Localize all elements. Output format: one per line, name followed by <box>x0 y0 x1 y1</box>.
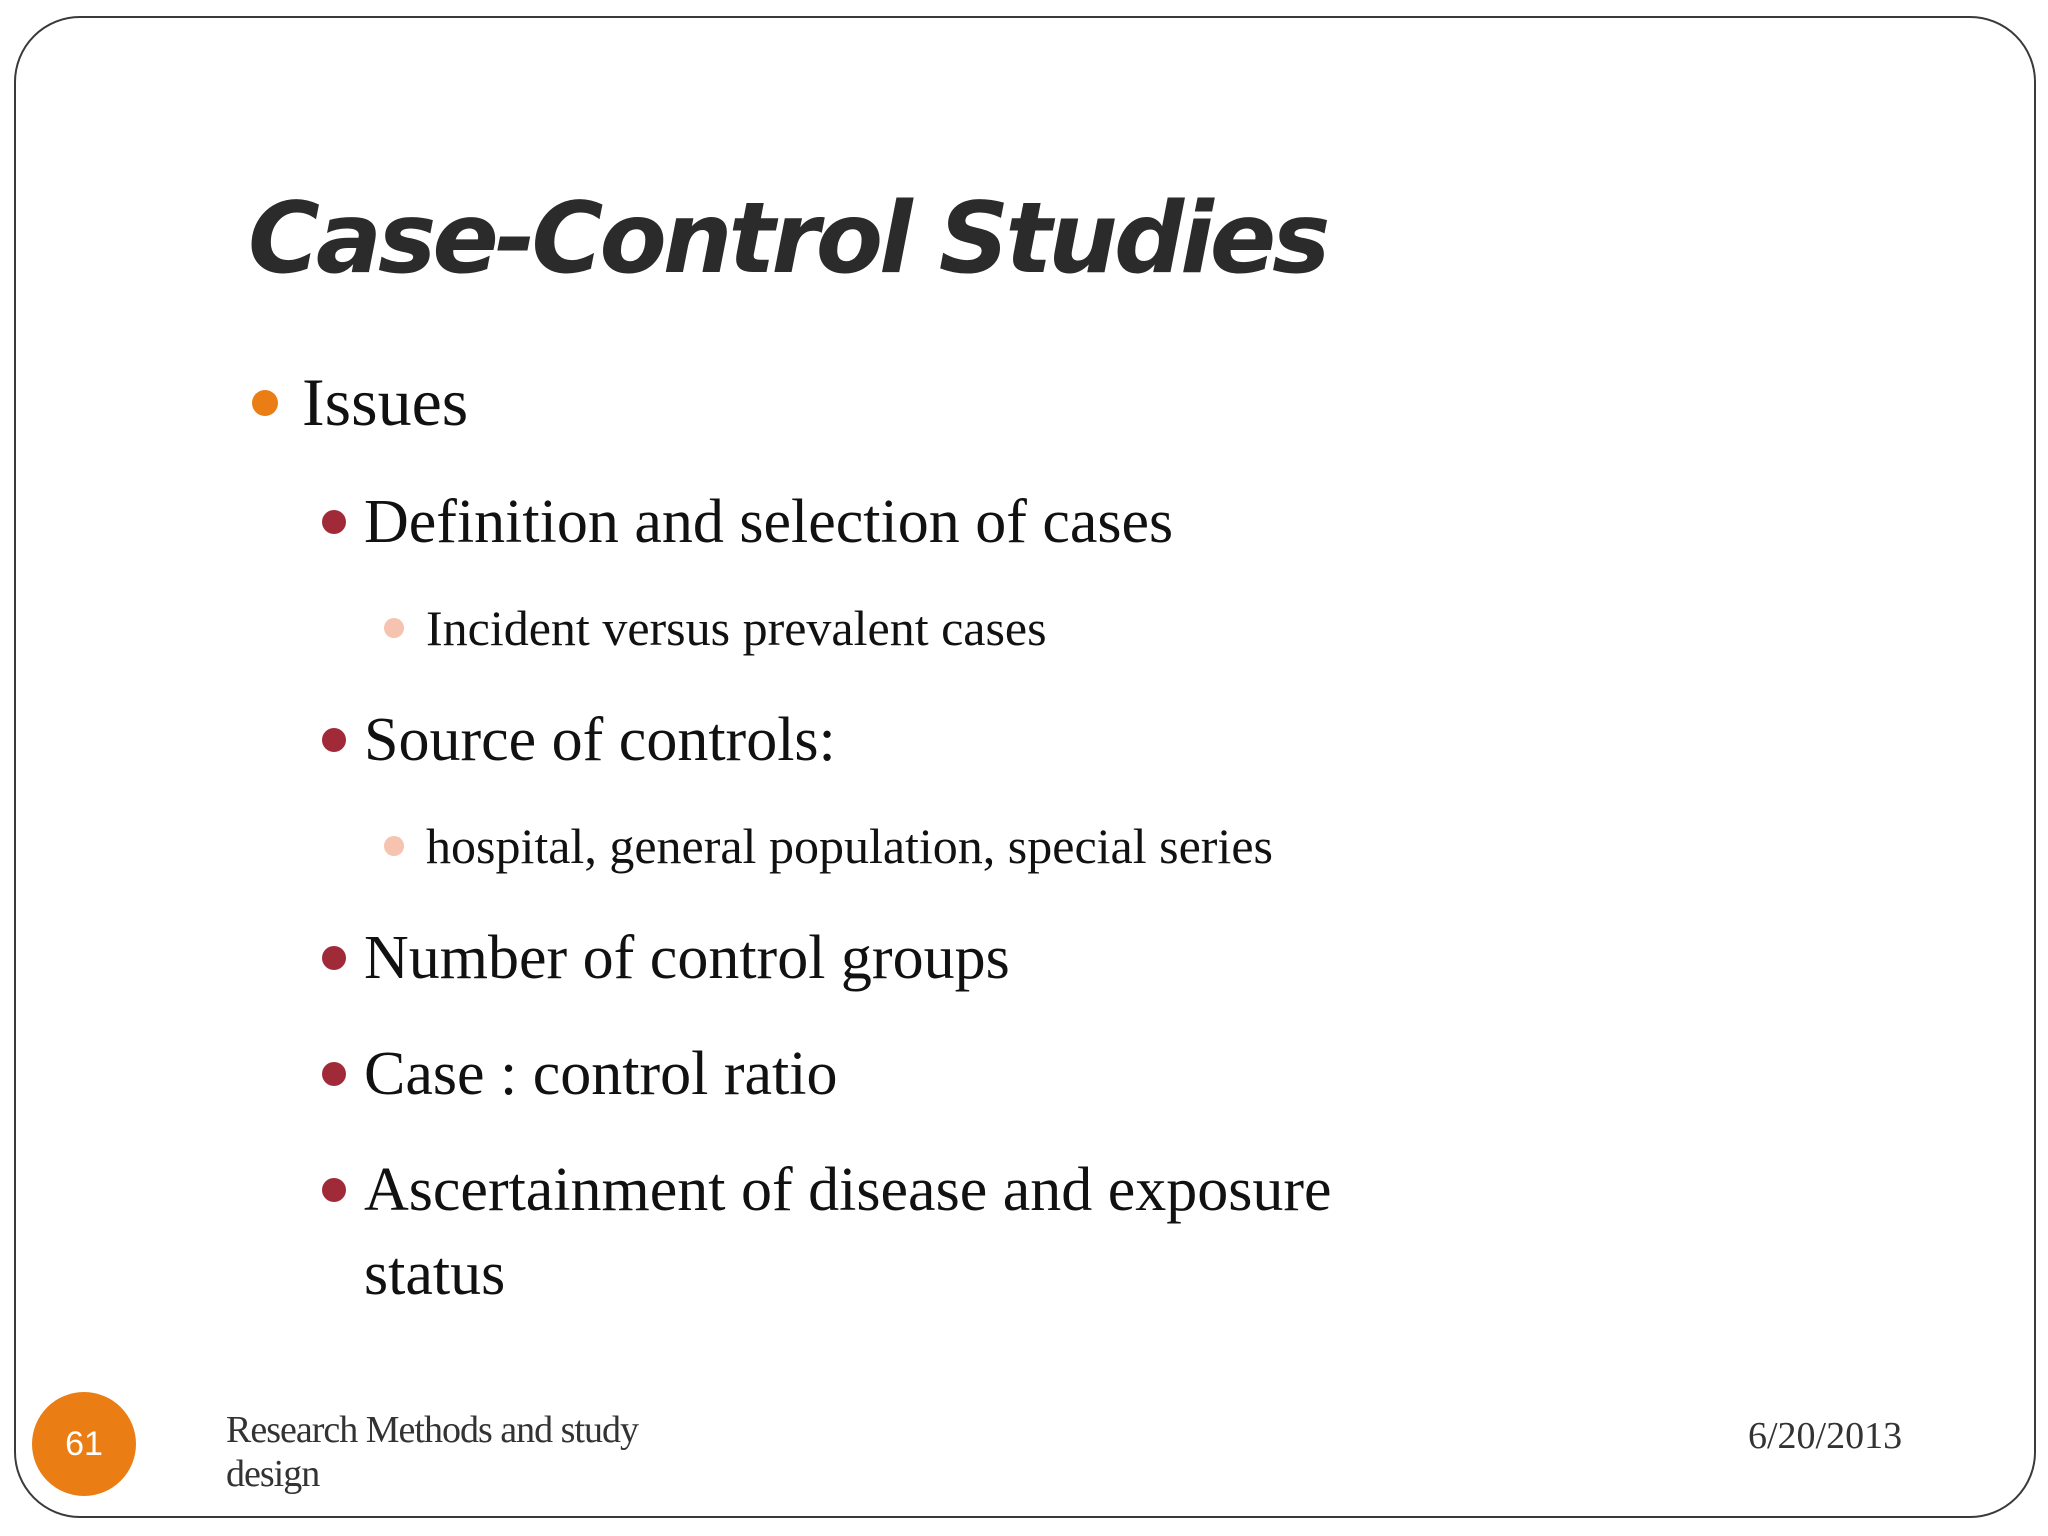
bullet-ascertainment <box>364 1148 1332 1232</box>
bullet-text: Source of controls: <box>364 706 836 774</box>
bullet-source-controls <box>364 698 836 782</box>
bullet-text: Incident versus prevalent cases <box>426 600 1047 656</box>
bullet-text: status <box>364 1240 506 1308</box>
slide-frame <box>14 16 2036 1518</box>
bullet-ascertainment-continued <box>364 1232 505 1316</box>
page-number-badge: 61 <box>32 1392 136 1496</box>
footer-course-title: Research Methods and study design <box>226 1409 638 1495</box>
bullet-dot-icon <box>322 510 346 534</box>
footer-date: 6/20/2013 <box>1748 1415 1903 1457</box>
bullet-incident-prevalent <box>426 598 1047 658</box>
bullet-number-control-groups <box>364 916 1010 1000</box>
bullet-dot-icon <box>322 728 346 752</box>
bullet-text: Issues <box>302 364 469 440</box>
bullet-case-control-ratio <box>364 1032 837 1116</box>
bullet-dot-icon <box>252 390 278 416</box>
bullet-dot-icon <box>322 946 346 970</box>
bullet-text: hospital, general population, special series <box>426 818 1273 874</box>
bullet-control-sources <box>426 816 1273 876</box>
bullet-dot-icon <box>322 1178 346 1202</box>
bullet-text: Number of control groups <box>364 924 1010 992</box>
bullet-text: Ascertainment of disease and exposure <box>364 1156 1332 1224</box>
bullet-issues <box>302 360 468 444</box>
bullet-dot-icon <box>322 1062 346 1086</box>
bullet-text: Definition and selection of cases <box>364 488 1174 556</box>
slide-title: Case-Control Studies <box>248 182 1327 296</box>
bullet-case-definition <box>364 480 1173 564</box>
bullet-dot-icon <box>384 836 404 856</box>
bullet-dot-icon <box>384 618 404 638</box>
bullet-text: Case : control ratio <box>364 1040 838 1108</box>
